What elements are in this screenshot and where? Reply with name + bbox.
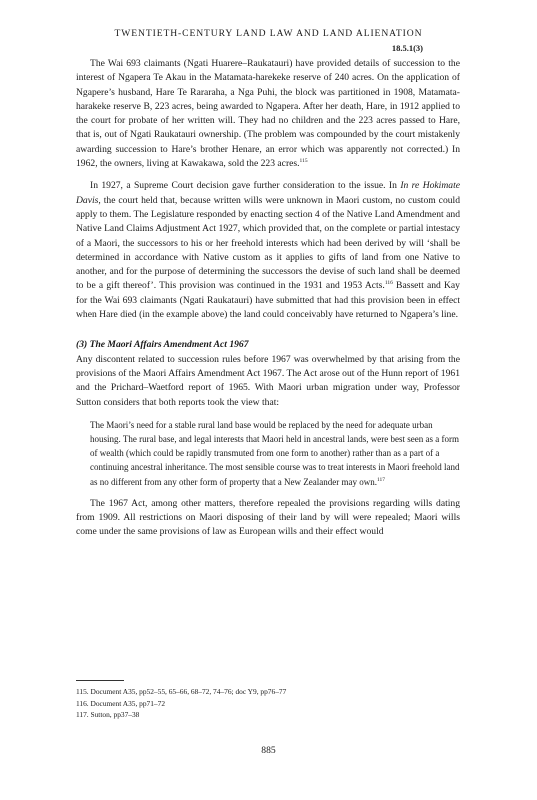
section-reference: 18.5.1(3) <box>391 43 423 53</box>
running-title: TWENTIETH-CENTURY LAND LAW AND LAND ALIENATION <box>114 28 423 39</box>
footnotes <box>76 686 460 721</box>
footnote-ref-115: 115 <box>299 158 308 165</box>
paragraph-1-text: The Wai 693 claimants (Ngati Huarere–Raukatauri) have provided details of succession to the interest of Ngapera Te Akau in the Matamata-harekeke reserve of 240 acres. On the application of Ngapere’s husband, Hare Te Rararaha, a Nga Puhi, the block was partitioned in 1908, Matamata-harakeke reserve B, 223 acres, being awarded to Ngapera. After her death, Hare, in 1912 applied to the court for probate of her written will. They had no children and the 223 acres passed to Hare, that is, out of Ngati Raukatauri ownership. (The problem was compounded by the court mistakenly awarding succession to Hare’s brother Henare, an error which was apparently not corrected.) In 1962, the owners, living at Kawakawa, sold the 223 acres. <box>76 58 460 170</box>
footnote-ref-116: 116 <box>384 280 393 287</box>
case-name: In re Hokimate Davis <box>76 180 460 206</box>
page-number: 885 <box>261 745 276 756</box>
footnote-117: 117. Sutton, pp37–38 <box>76 710 140 720</box>
footnote-divider <box>76 680 124 681</box>
block-quote <box>90 418 460 489</box>
block-quote-text: The Maori’s need for a stable rural land base would be replaced by the need for adequate urban housing. The rural base, and legal interests that Maori held in ancestral lands, were best seen as a form of wealth (which could be rapidly transmuted from one form to another) rather than as a part of a continuing ancestral inheritance. The most sensible course was to treat interests in Maori freehold land as no different from any other form of property that a New Zealander may own. <box>90 419 460 487</box>
paragraph-2-text-b: , the court held that, because written wills were unknown in Maori custom, no custom could apply to them. The Legislature responded by enacting section 4 of the Native Land Amendment and Native Land Claims Adjustment Act 1927, which provided that, on the complete or partial intestacy of a Maori, the successors to his or her freehold interests which had been derived by will ‘shall be determined in accordance with Native custom as it applies to gifts of land from one Native to another, and for the purpose of determining the successors the devise of such land shall be deemed to be a gift thereof’. This provision was continued in the 1931 and 1953 Acts. <box>76 194 460 292</box>
footnote-115: 115. Document A35, pp52–55, 65–66, 68–72, 74–76; doc Y9, pp76–77 <box>76 687 287 696</box>
section-heading: (3) The Maori Affairs Amendment Act 1967 <box>76 339 249 351</box>
paragraph-2 <box>76 179 460 322</box>
paragraph-1 <box>76 57 460 171</box>
footnote-116: 116. Document A35, pp71–72 <box>76 698 166 708</box>
paragraph-2-text-c: Bassett and Kay for the Wai 693 claimants (Ngati Raukatauri) have submitted that had this provision been in effect when Hare died (in the example above) the land could conceivably have returned to Ngapera’s line. <box>76 280 460 321</box>
paragraph-4: The 1967 Act, among other matters, therefore repealed the provisions regarding wills dating from 1909. All restrictions on Maori disposing of their land by will were repealed; Maori wills come under the same provisions of law as European wills and their effect would <box>76 497 460 538</box>
body-text <box>76 57 460 548</box>
footnote-ref-117: 117 <box>376 476 386 483</box>
paragraph-3: Any discontent related to succession rules before 1967 was overwhelmed by that arising from the provisions of the Maori Affairs Amendment Act 1967. The Act arose out of the Hunn report of 1961 and the Prichard–Waetford report of 1965. With Maori urban migration under way, Professor Sutton considers that both reports took the view that: <box>76 353 460 408</box>
paragraph-2-text-a: In 1927, a Supreme Court decision gave further consideration to the issue. In <box>90 180 401 192</box>
